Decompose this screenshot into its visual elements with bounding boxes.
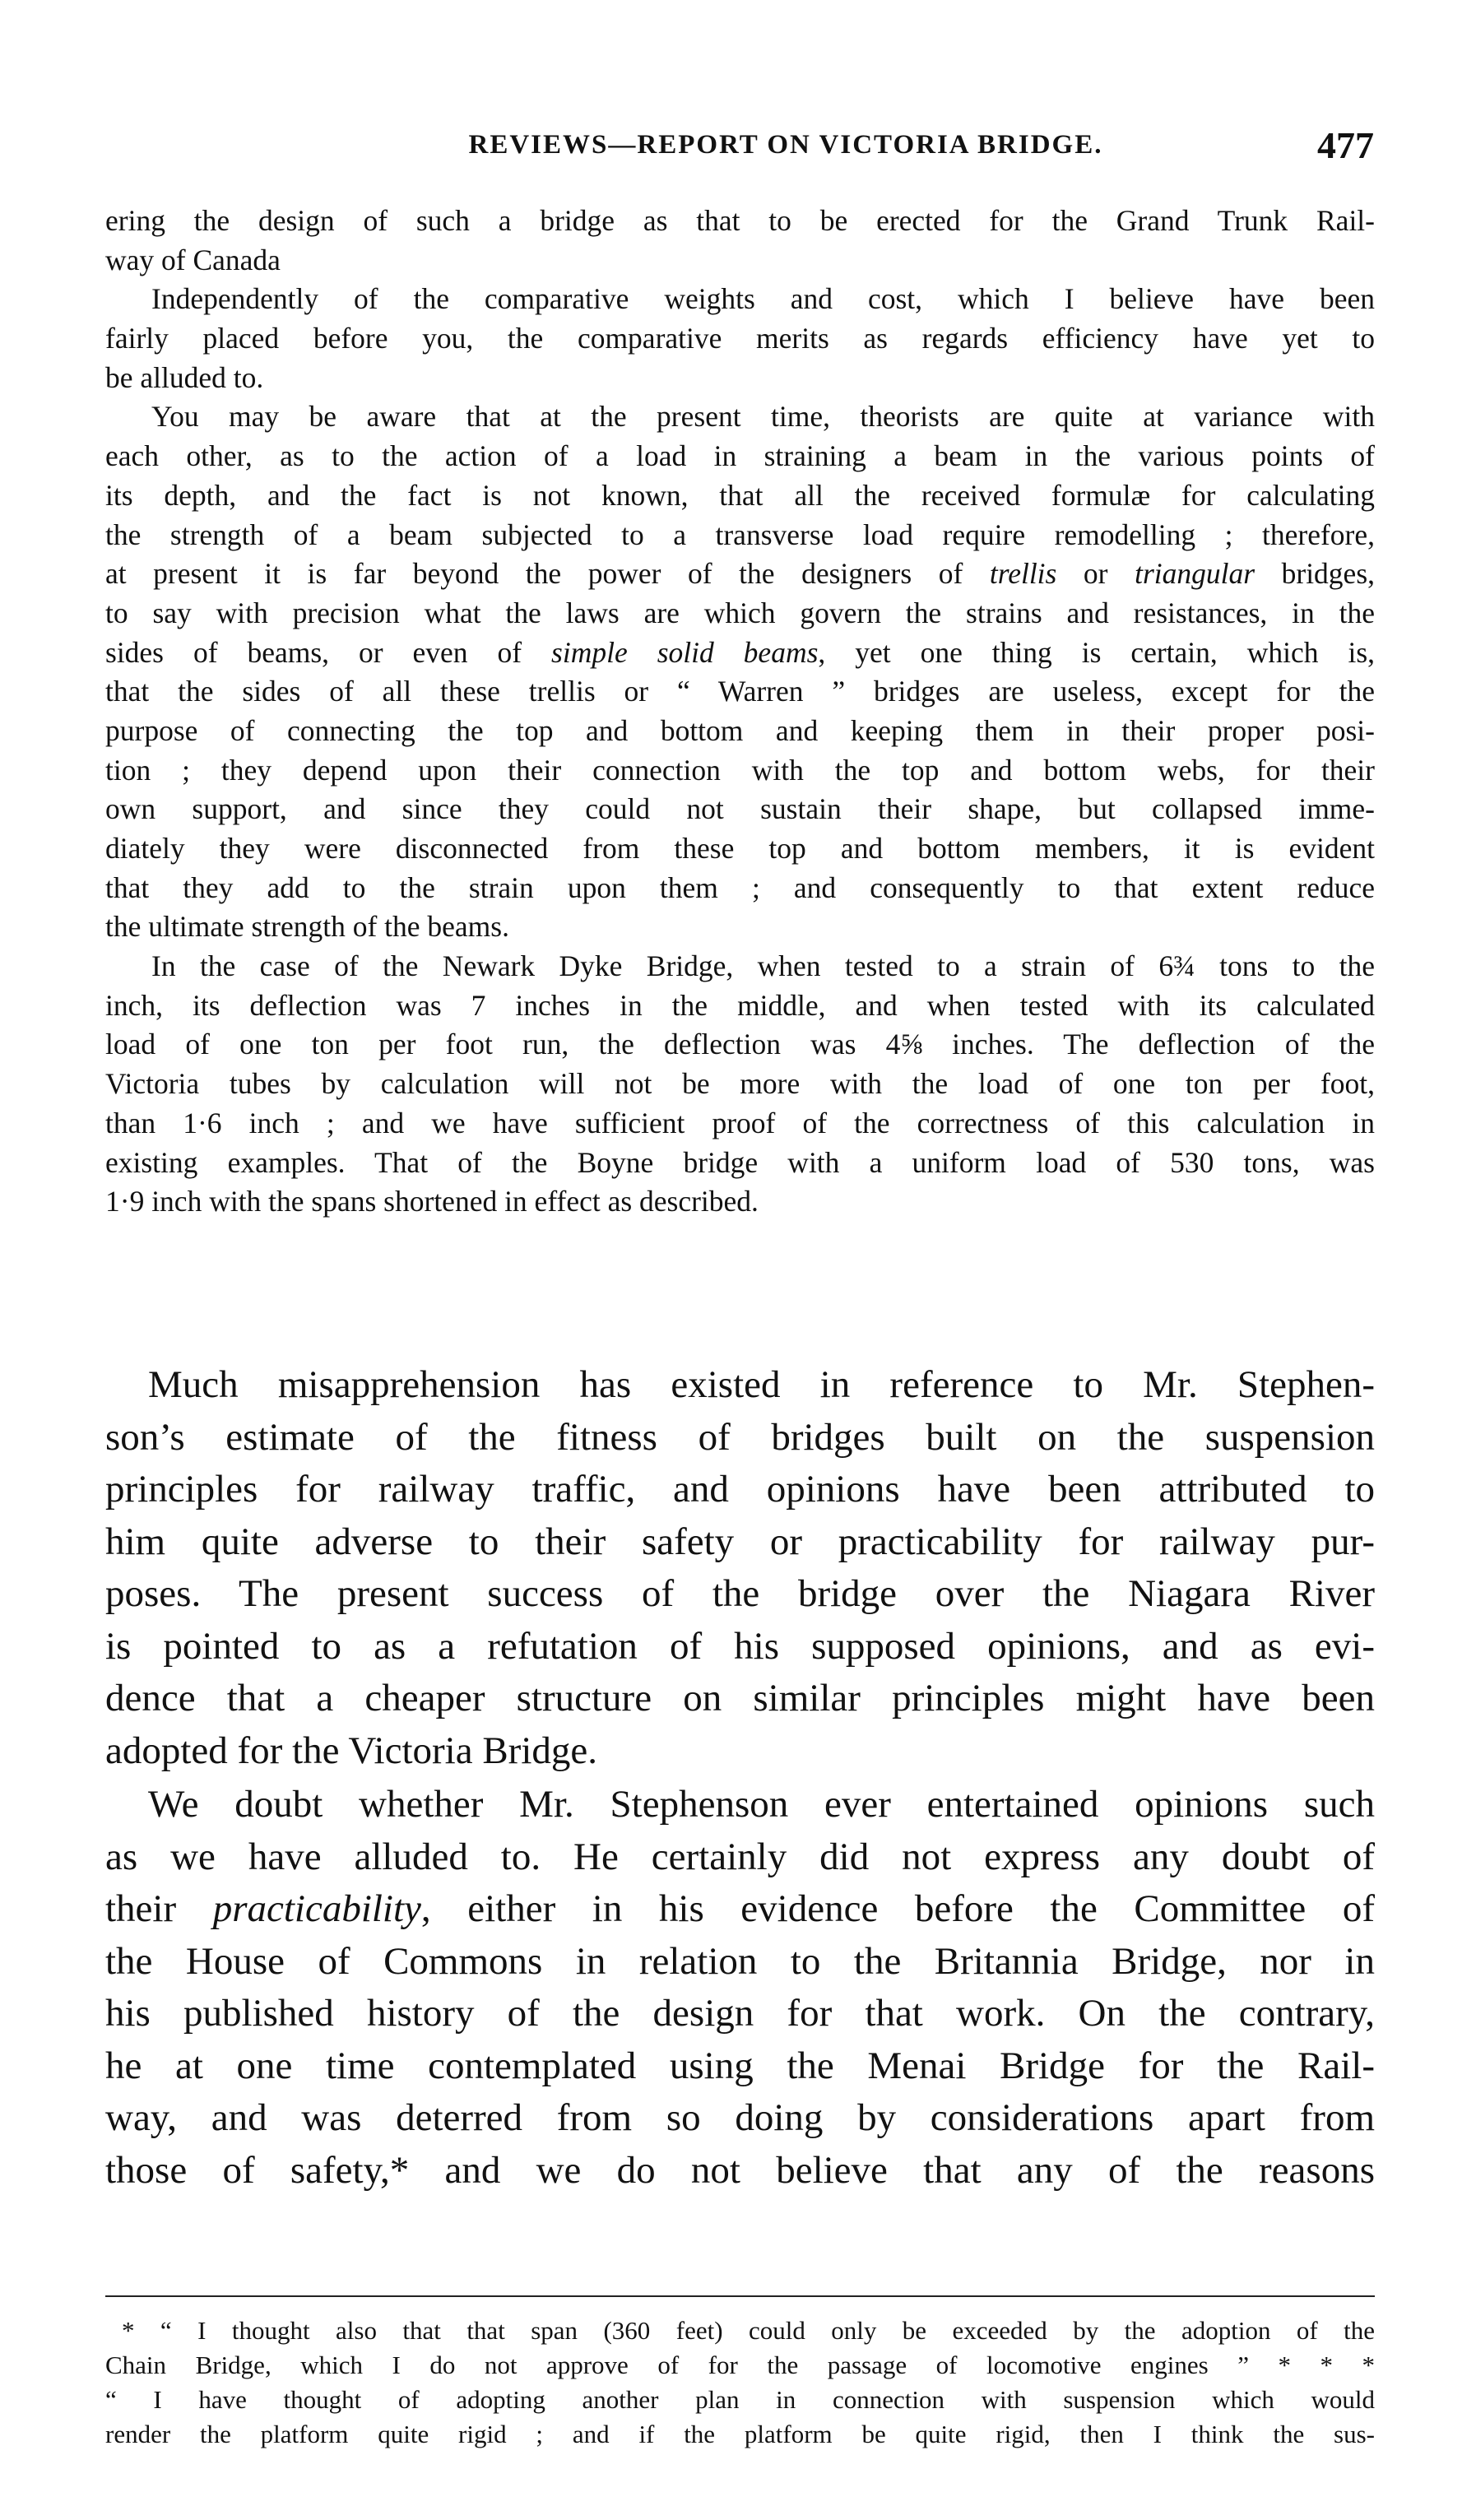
text-line: way, and was deterred from so doing by considerations apart from — [105, 2096, 1375, 2139]
text-line: load of one ton per foot run, the deflection was 4⅝ inches. The deflection of the — [105, 1028, 1375, 1061]
text-line: In the case of the Newark Dyke Bridge, when tested to a strain of 6¾ tons to the — [151, 949, 1375, 983]
text-line: each other, as to the action of a load in straining a beam in the various points of — [105, 439, 1375, 473]
text-line: principles for railway traffic, and opinions have been attributed to — [105, 1468, 1375, 1511]
text-line: his published history of the design for that work. On the contrary, — [105, 1992, 1375, 2035]
text-line: You may be aware that at the present time, theorists are quite at variance with — [151, 400, 1375, 434]
text-line: Much misapprehension has existed in reference to Mr. Stephen- — [148, 1363, 1375, 1406]
text-line: inch, its deflection was 7 inches in the middle, and when tested with its calculated — [105, 988, 1375, 1022]
footnotes — [105, 2313, 1375, 2452]
text-line: than 1·6 inch ; and we have sufficient proof of the correctness of this calculation in — [105, 1106, 1375, 1139]
text-line: that the sides of all these trellis or “ Warren ” bridges are useless, except for the — [105, 675, 1375, 708]
text-line: 1·9 inch with the spans shortened in effect as described. — [105, 1185, 759, 1218]
text-line: at present it is far beyond the power of the designers of trellis or triangular bridges, — [105, 557, 1376, 591]
italic-term: triangular — [1135, 557, 1255, 591]
text-line: Independently of the comparative weights and cost, which I believe have been — [151, 282, 1375, 316]
text-line: the House of Commons in relation to the Britannia Bridge, nor in — [105, 1939, 1375, 1983]
footnote-line: render the platform quite rigid ; and if the platform be quite rigid, then I think the sus- — [105, 2420, 1375, 2448]
text-line: adopted for the Victoria Bridge. — [105, 1729, 597, 1772]
text-line: he at one time contemplated using the Menai Bridge for the Rail- — [105, 2044, 1375, 2087]
text-line: those of safety,* and we do not believe that any of the reasons — [105, 2148, 1375, 2192]
text-line: tion ; they depend upon their connection with the top and bottom webs, for their — [105, 753, 1375, 787]
text-line: ering the design of such a bridge as that to be erected for the Grand Trunk Rail- — [105, 204, 1375, 237]
italic-term: simple solid beams — [551, 635, 819, 669]
text-line: that they add to the strain upon them ; and consequently to that extent reduce — [105, 870, 1375, 904]
quote-paragraph-2 — [105, 280, 1375, 397]
text-line: the strength of a beam subjected to a transverse load require remodelling ; therefore, — [105, 517, 1375, 551]
text-line: him quite adverse to their safety or practicability for railway pur- — [105, 1520, 1375, 1563]
footnote-line: * “ I thought also that that span (360 feet) could only be exceeded by the adoption of the — [122, 2316, 1375, 2345]
text-line: dence that a cheaper structure on similar principles might have been — [105, 1677, 1375, 1719]
running-title: REVIEWS—REPORT ON VICTORIA BRIDGE. — [468, 130, 1103, 160]
text-line: as we have alluded to. He certainly did not express any doubt of — [105, 1835, 1375, 1878]
text-line: son’s estimate of the fitness of bridges built on the suspension — [105, 1415, 1375, 1459]
text-line: Victoria tubes by calculation will not be more with the load of one ton per foot, — [105, 1067, 1375, 1101]
running-head — [197, 123, 1374, 173]
italic-term: trellis — [989, 557, 1057, 591]
quoted-report-text — [105, 202, 1375, 1222]
text-line: fairly placed before you, the comparative merits as regards efficiency have yet to — [105, 322, 1375, 355]
quote-paragraph-1 — [105, 202, 1375, 280]
text-line: diately they were disconnected from these top and bottom members, it is evident — [105, 832, 1375, 865]
text-line: own support, and since they could not sustain their shape, but collapsed imme- — [105, 792, 1375, 826]
footnote-divider — [105, 2295, 1375, 2297]
quote-paragraph-3 — [105, 397, 1375, 947]
text-line: poses. The present success of the bridge over the Niagara River — [105, 1572, 1375, 1615]
footnote-line: “ I have thought of adopting another plan in connection with suspension which would — [105, 2385, 1375, 2414]
text-line: purpose of connecting the top and bottom and keeping them in their proper posi- — [105, 713, 1375, 747]
text-line: be alluded to. — [105, 360, 264, 394]
text-line: their practicability, either in his evidence before the Committee of — [105, 1887, 1375, 1930]
italic-term: practicability — [212, 1887, 421, 1930]
body-paragraph-2 — [105, 1779, 1375, 2197]
text-line: to say with precision what the laws are which govern the strains and resistances, in the — [105, 596, 1375, 629]
page-number: 477 — [1317, 124, 1374, 166]
quote-paragraph-4 — [105, 947, 1375, 1222]
body-paragraph-1 — [105, 1359, 1375, 1777]
text-line: existing examples. That of the Boyne bridge with a uniform load of 530 tons, was — [105, 1145, 1375, 1179]
footnote-line: Chain Bridge, which I do not approve of for the passage of locomotive engines ” * * * — [105, 2351, 1375, 2379]
text-line: is pointed to as a refutation of his supposed opinions, and as evi- — [105, 1624, 1375, 1668]
text-line: way of Canada — [105, 243, 281, 276]
text-line: its depth, and the fact is not known, that all the received formulæ for calculating — [105, 478, 1375, 512]
text-line: We doubt whether Mr. Stephenson ever entertained opinions such — [148, 1783, 1375, 1826]
text-line: the ultimate strength of the beams. — [105, 910, 509, 944]
text-line: sides of beams, or even of simple solid beams, yet one thing is certain, which is, — [105, 635, 1376, 669]
main-body-text — [105, 1359, 1375, 2197]
